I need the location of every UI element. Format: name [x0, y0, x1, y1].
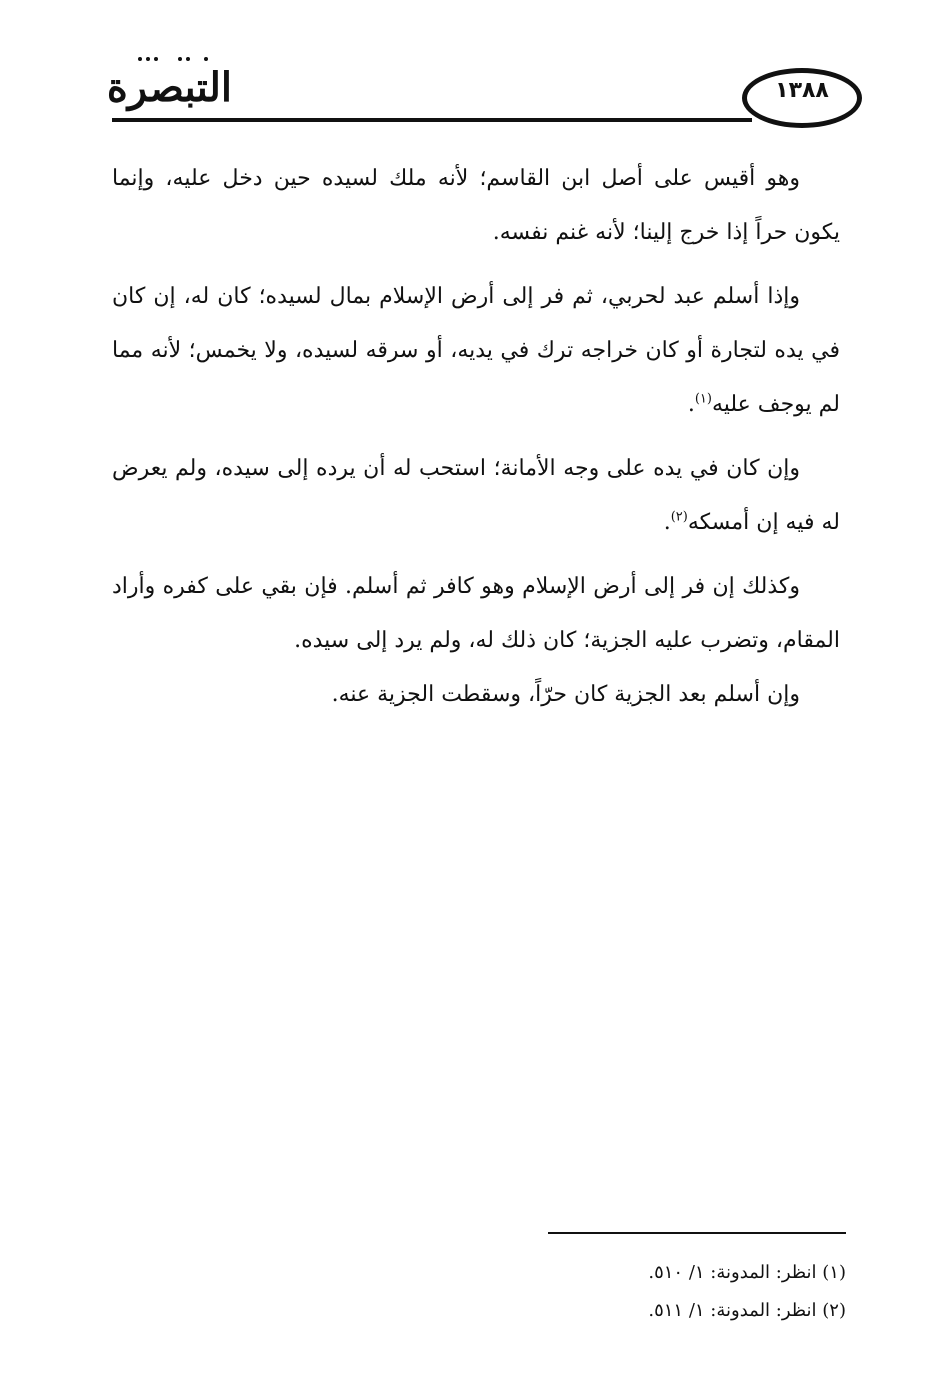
footnote: (٢) انظر: المدونة: ١/ ٥١١.: [648, 1300, 846, 1321]
footnotes: [480, 1254, 846, 1330]
paragraph: [112, 152, 840, 260]
paragraph-text: وإن كان في يده على وجه الأمانة؛ استحب له أن يرده إلى سيده، ولم يعرض له فيه إن أمسكه: [112, 456, 840, 535]
sentence-end: .: [687, 392, 695, 417]
footnote-marker: (١): [694, 391, 712, 407]
footnote-marker: (٢): [670, 509, 688, 525]
paragraph-text: وكذلك إن فر إلى أرض الإسلام وهو كافر ثم أسلم. فإن بقي على كفره وأراد المقام، وتضرب عليه الجزية؛ كان ذلك له، ولم يرد إلى سيده.: [112, 574, 840, 653]
main-text: [112, 152, 840, 732]
paragraph: [112, 442, 840, 550]
book-title: التبصرة: [106, 64, 232, 111]
paragraph-text: وإن أسلم بعد الجزية كان حرّاً، وسقطت الجزية عنه.: [331, 682, 800, 707]
paragraph: [112, 668, 840, 722]
sentence-end: .: [663, 510, 671, 535]
paragraph: [112, 270, 840, 432]
paragraph: [112, 560, 840, 668]
page-header: [106, 50, 862, 136]
paragraph-text: وإذا أسلم عبد لحربي، ثم فر إلى أرض الإسلام بمال لسيده؛ كان له، إن كان في يده لتجارة أو كان خراجه ترك في يديه، أو سرقه لسيده، ولا يخمس؛ لأنه مما لم يوجف عليه: [112, 284, 840, 417]
footnote-rule: [548, 1232, 846, 1234]
footnote: (١) انظر: المدونة: ١/ ٥١٠.: [648, 1262, 846, 1283]
page-number: ١٣٨٨: [775, 78, 829, 103]
paragraph-text: وهو أقيس على أصل ابن القاسم؛ لأنه ملك لسيده حين دخل عليه، وإنما يكون حراً إذا خرج إلينا؛ لأنه غنم نفسه.: [112, 166, 840, 245]
header-rule: [112, 118, 752, 122]
